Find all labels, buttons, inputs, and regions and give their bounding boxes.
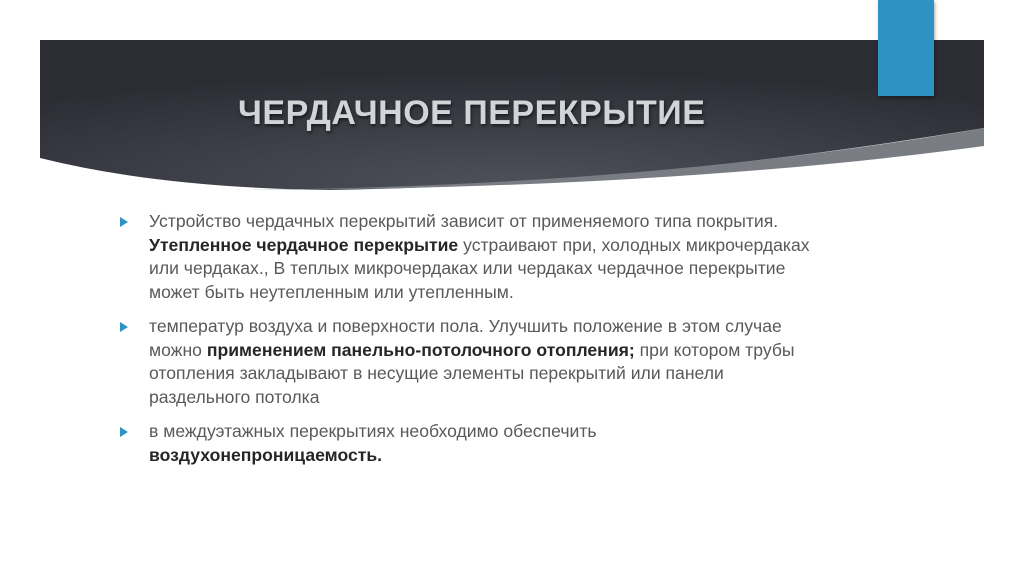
bullet-text: Устройство чердачных перекрытий зависит от применяемого типа покрытия. [149,211,779,231]
bullet-text: в междуэтажных перекрытиях необходимо обеспечить [149,421,597,441]
bullet-text: температур воздуха и поверхности пола. Улучшить положение в этом случае можно [149,316,782,360]
bullet-bold-text: воздухонепроницаемость. [149,444,383,465]
bullet-bold-text: применением панельно-потолочного отопления; [206,339,635,360]
bullet-arrow-icon [120,427,128,437]
bullet-arrow-icon [120,322,128,332]
bullet-item [120,420,820,467]
bullet-arrow-icon [120,217,128,227]
bullet-item [120,315,820,409]
bullet-text: устраивают при, холодных микрочердаках или чердаках., В теплых микрочердаках или чердаках чердачное перекрытие может быть неутепленным или утепленным. [149,234,810,302]
bullet-text: при котором трубы отопления закладывают в несущие элементы перекрытий или панели раздельного потолка [149,339,795,407]
bullet-list [120,210,820,478]
accent-bar [878,0,934,96]
bullet-item [120,210,820,304]
bullet-bold-text: Утепленное чердачное перекрытие [149,234,459,255]
slide-title: ЧЕРДАЧНОЕ ПЕРЕКРЫТИЕ [238,94,706,132]
